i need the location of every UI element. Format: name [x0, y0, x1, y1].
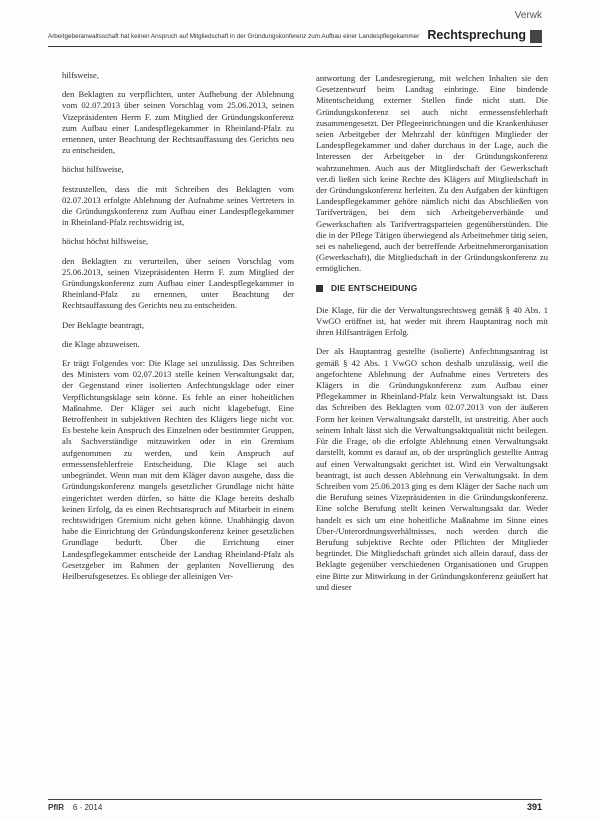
right-column: [316, 73, 548, 593]
square-bullet-icon: [316, 285, 323, 292]
paragraph: den Beklagten zu verpflichten, unter Aufhebung der Ablehnung vom 02.07.2013 über seinen Vorschlag vom 25.06.2013, seinen Vizepräsidenten Herrn F. zum Mitglied der Gründungskonferenz zum Aufbau einer Landespflegekammer in Rheinland-Pfalz zu ernennen, unter Beachtung der Rechtsauffassung des Gerichts neu zu entscheiden,: [62, 89, 294, 156]
section-heading-label: DIE ENTSCHEIDUNG: [331, 282, 418, 293]
paragraph: Er trägt Folgendes vor: Die Klage sei unzulässig. Das Schreiben des Ministers vom 02.07.2013 stelle keinen Verwaltungsakt dar, der Gegenstand einer isolierten Anfechtungsklage oder einer Verpflichtungsklage sein könne. Es fehle an einer hoheitlichen Maßnahme. Der Kläger sei auch nicht klagebefugt. Eine Betroffenheit in subjektiven Rechten des Klägers liege nicht vor. Es bestehe kein Anspruch des Einzelnen oder bestimmter Gruppen, als Sachverständige mitzuwirken oder in ein Gremium aufgenommen zu werden, und kein Anspruch auf ermessensfehlerfreie Entscheidung. Die Klage sei auch unbegründet. Wenn man mit dem Kläger davon ausgehe, dass die Gründungskonferenz mangels gesetzlicher Grundlage nicht hätte eingerichtet werden dürfen, so hätte die Klage bereits deshalb keinen Erfolg, da es einen Rechtsanspruch auf Mitarbeit in einem rechtswidrigen Gremium nicht geben könne. Unabhängig davon habe die Einrichtung der Gründungskonferenz keiner gesetzlichen Grundlage bedurft. Über die Errichtung einer Landespflegekammer entscheide der Landtag Rheinland-Pfalz als Gesetzgeber im Rahmen der geplanten Novellierung des Heilberufsgesetzes. Es obliege der alleinigen Ver-: [62, 358, 294, 581]
footer-journal: [48, 803, 102, 812]
paragraph: höchst höchst hilfsweise,: [62, 236, 149, 247]
paragraph: den Beklagten zu verurteilen, über seinen Vorschlag vom 25.06.2013, seinen Vizepräsidenten Herrn F. zum Mitglied der Gründungskonferenz zum Aufbau einer Landespflegekammer in Rheinland-Pfalz zu ernennen, unter Beachtung der Rechtsauffassung des Gerichts neu zu entscheiden.: [62, 255, 294, 311]
section-marker-square: [530, 30, 542, 43]
paragraph: antwortung der Landesregierung, mit welchen Inhalten sie den Gesetzentwurf beim Landtag einbringe. Eine bindende Mitentscheidung externer Stellen finde nicht statt. Die Gründungskonferenz sei auch nicht ermessensfehlerhaft zusammengesetzt. Der Pflegeeinrichtungen und die Krankenhäuser seien Arbeitgeber der Mehrzahl der künftigen Mitglieder der Landespflegekammer und daher durchaus in der Lage, auch die Interessen der Arbeitgeber in der Gründungskonferenz wahrzunehmen. Auch aus der Mitgliedschaft der Gewerkschaft ver.di ließen sich keine Rechte des Klägers auf Mitgliedschaft in der Gründungskonferenz herleiten. Zu den Aufgaben der künftigen Landespflegekammer gehöre nämlich nicht das Abschließen von Tarifverträgen, bei dem sich Arbeitgeberverbände und Gewerkschaften als Tarifvertragsparteien gegenüberstünden. Die die in der Pflege Tätigen überwiegend als Arbeitnehmer tätig seien, sei es naheliegend, auch der betreffende Arbeitnehmerorganisation (Gewerkschaft), die Mitgliedschaft in der Gründungskonferenz zu ermöglichen.: [316, 73, 548, 274]
left-column: [62, 70, 294, 582]
footer-rule: [48, 799, 542, 800]
paragraph: höchst hilfsweise,: [62, 164, 124, 175]
running-title: Arbeitgeberanwaltsschaft hat keinen Anspruch auf Mitgliedschaft in der Gründungskonferenz zum Aufbau einer Landespflegekammer: [48, 33, 420, 40]
paragraph: die Klage abzuweisen.: [62, 338, 140, 349]
section-heading: [316, 283, 548, 294]
journal-issue: 6 · 2014: [72, 803, 103, 812]
paragraph: festzustellen, dass die mit Schreiben des Beklagten vom 02.07.2013 erfolgte Ablehnung der Aufnahme seines Vertreters in die Gründungskonferenz zum Aufbau einer Landespflegekammer in Rheinland-Pfalz rechtswidrig ist,: [62, 183, 294, 228]
paragraph: Die Klage, für die der Verwaltungsrechtsweg gemäß § 40 Abs. 1 VwGO eröffnet ist, hat weder mit ihrem Hauptantrag noch mit ihren Hilfsanträgen Erfolg.: [316, 304, 548, 338]
header-rule: [48, 46, 542, 47]
section-name: Rechtsprechung: [427, 28, 526, 42]
paragraph: Der als Hauptantrag gestellte (isolierte) Anfechtungsantrag ist gemäß § 42 Abs. 1 VwGO schon deshalb unzulässig, weil die angefochtene Ablehnung der Aufnahme eines Vertreters des Klägers in die Gründungskonferenz zum Aufbau einer Pflegekammer in Rheinland-Pfalz kein Verwaltungsakt ist. Dass das Schreiben des Beklagten vom 02.07.2013 von der äußeren Form her keinen Verwaltungsakt darstellt, ist unstreitig. Aber auch seinem Inhalt lässt sich die Verwaltungsaktqualität nicht beilegen. Für die Frage, ob die erfolgte Ablehnung einen Verwaltungsakt darstellt, kommt es darauf an, ob der ursprünglich gestellte Antrag auf einen Verwaltungsakt gerichtet ist. Wird ein Verwaltungsakt beantragt, ist auch dessen Ablehnung ein Verwaltungsakt. In dem Schreiben vom 25.06.2013 ging es dem Kläger der Sache nach um die Berufung seines Vizepräsidenten in die Gründungskonferenz. Eine solche Berufung stellt keinen Verwaltungsakt dar. Weder handelt es sich um eine hoheitliche Maßnahme im Sinne eines Über-/Unterordnungsverhältnisses, noch werden durch die Berufung subjektive Rechte oder Pflichten der Mitglieder begründet. Die Mitgliedschaft gründet sich allein darauf, dass der Beklagte gegenüber verschiedenen Organisationen und Gruppen eine Bitte zur Mitwirkung in der Gründungskonferenz geäußert hat und dieser: [316, 346, 548, 592]
journal-name: PflR: [48, 803, 64, 812]
paragraph: Der Beklagte beantragt,: [62, 319, 144, 330]
section-tag: Verwk: [514, 10, 542, 21]
page-number: 391: [526, 802, 542, 812]
paragraph: hilfsweise,: [62, 70, 99, 80]
